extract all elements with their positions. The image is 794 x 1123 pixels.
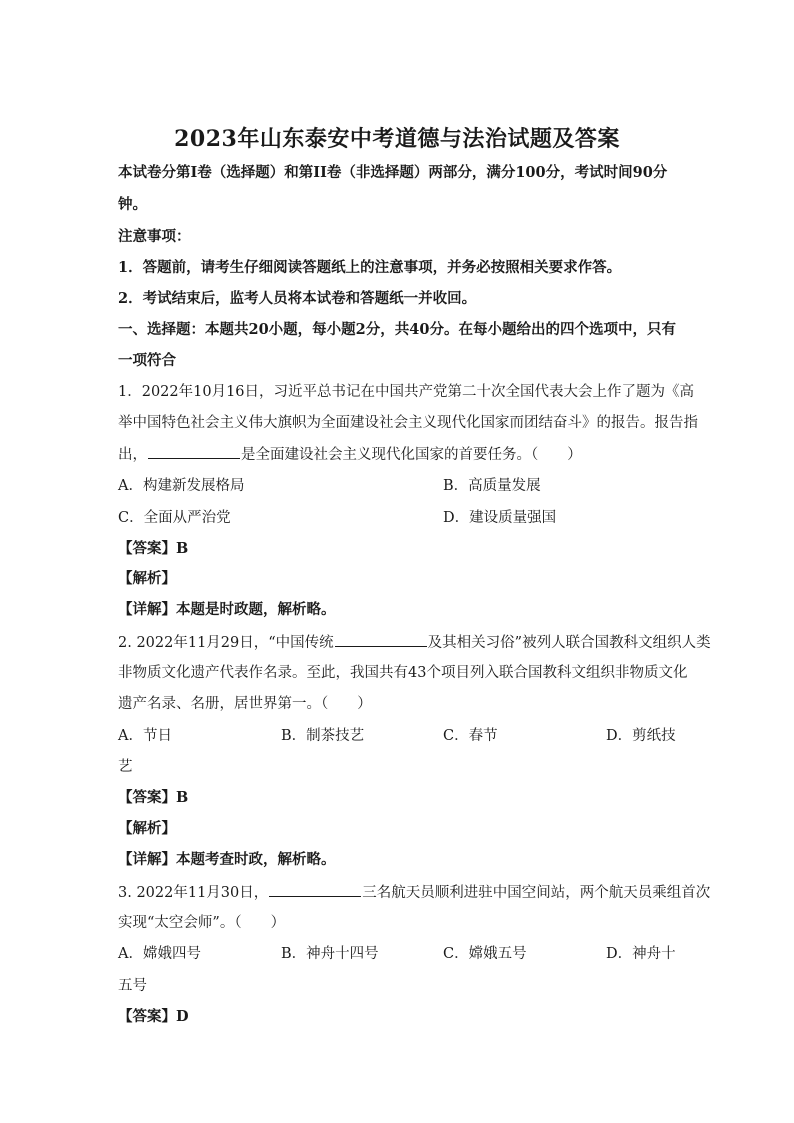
q1-blank	[148, 444, 240, 459]
q2-line-1	[118, 632, 711, 653]
q1-analysis: 【解析】	[118, 570, 176, 587]
section-heading-line-2: 一项符合	[118, 352, 176, 369]
q2-detail	[118, 850, 684, 870]
q2-line-3: 遗产名录、名册，居世界第一。（ ）	[118, 696, 372, 712]
q1-detail-text: 【详解】本题是时政题，解析略。	[118, 601, 336, 618]
q3-option-c: C．嫦娥五号	[443, 946, 527, 962]
q1-line-3	[118, 444, 684, 465]
section-heading-line-1: 一、选择题：本题共20小题，每小题2分，共40分。在每小题给出的四个选项中，只有	[118, 321, 676, 338]
q3-answer: 【答案】D	[118, 1008, 189, 1025]
q1-option-b: B．高质量发展	[443, 478, 541, 494]
q3-line-2: 实现“太空会师”。（ ）	[118, 915, 286, 931]
q1-option-a: A．构建新发展格局	[118, 478, 245, 494]
q3-line-1	[118, 882, 711, 903]
notice-item-1: 1．答题前，请考生仔细阅读答题纸上的注意事项，并务必按照相关要求作答。	[118, 259, 622, 276]
q2-line-1-post: 及其相关习俗”被列人联合国教科文组织人类	[427, 635, 711, 651]
q2-option-d-continued: 艺	[118, 759, 133, 775]
q2-line-2: 非物质文化遗产代表作名录。至此，我国共有43个项目列入联合国教科文组织非物质文化	[118, 665, 688, 681]
q1-line-2: 举中国特色社会主义伟大旗帜为全面建设社会主义现代化国家而团结奋斗》的报告。报告指	[118, 415, 698, 431]
q2-detail-text: 【详解】本题考查时政，解析略。	[118, 851, 336, 868]
q3-option-a: A．嫦娥四号	[118, 946, 201, 962]
intro-line-1: 本试卷分第I卷（选择题）和第II卷（非选择题）两部分，满分100分，考试时间90分	[118, 164, 668, 181]
intro-line-2: 钟。	[118, 196, 147, 213]
q3-option-d: D．神舟十	[606, 946, 676, 962]
q3-option-d-continued: 五号	[118, 978, 147, 994]
q3-line-1-post: 三名航天员顺利进驻中国空间站，两个航天员乘组首次	[362, 885, 711, 901]
q2-line-1-pre: 2. 2022年11月29日，“中国传统	[118, 635, 334, 651]
q1-answer: 【答案】B	[118, 540, 189, 557]
q2-answer: 【答案】B	[118, 789, 189, 806]
q1-option-c: C．全面从严治党	[118, 510, 231, 526]
q2-option-c: C．春节	[443, 728, 498, 744]
q2-analysis: 【解析】	[118, 820, 176, 837]
q2-option-d: D．剪纸技	[606, 728, 676, 744]
q1-line-3-pre: 出，	[118, 447, 147, 463]
q2-option-a: A．节日	[118, 728, 172, 744]
q1-detail	[118, 600, 684, 620]
q3-option-b: B．神舟十四号	[281, 946, 379, 962]
q2-blank	[335, 632, 427, 647]
q1-line-1: 1．2022年10月16日，习近平总书记在中国共产党第二十次全国代表大会上作了题为《高	[118, 384, 695, 400]
page-title: 2023年山东泰安中考道德与法治试题及答案	[174, 126, 620, 152]
q1-option-d: D．建设质量强国	[443, 510, 557, 526]
q3-line-1-pre: 3. 2022年11月30日，	[118, 885, 269, 901]
q1-line-3-post: 是全面建设社会主义现代化国家的首要任务。（ ）	[241, 447, 582, 463]
q2-option-b: B．制茶技艺	[281, 728, 365, 744]
q3-blank	[269, 882, 361, 897]
notice-heading: 注意事项：	[118, 228, 191, 245]
notice-item-2: 2．考试结束后，监考人员将本试卷和答题纸一并收回。	[118, 290, 477, 307]
